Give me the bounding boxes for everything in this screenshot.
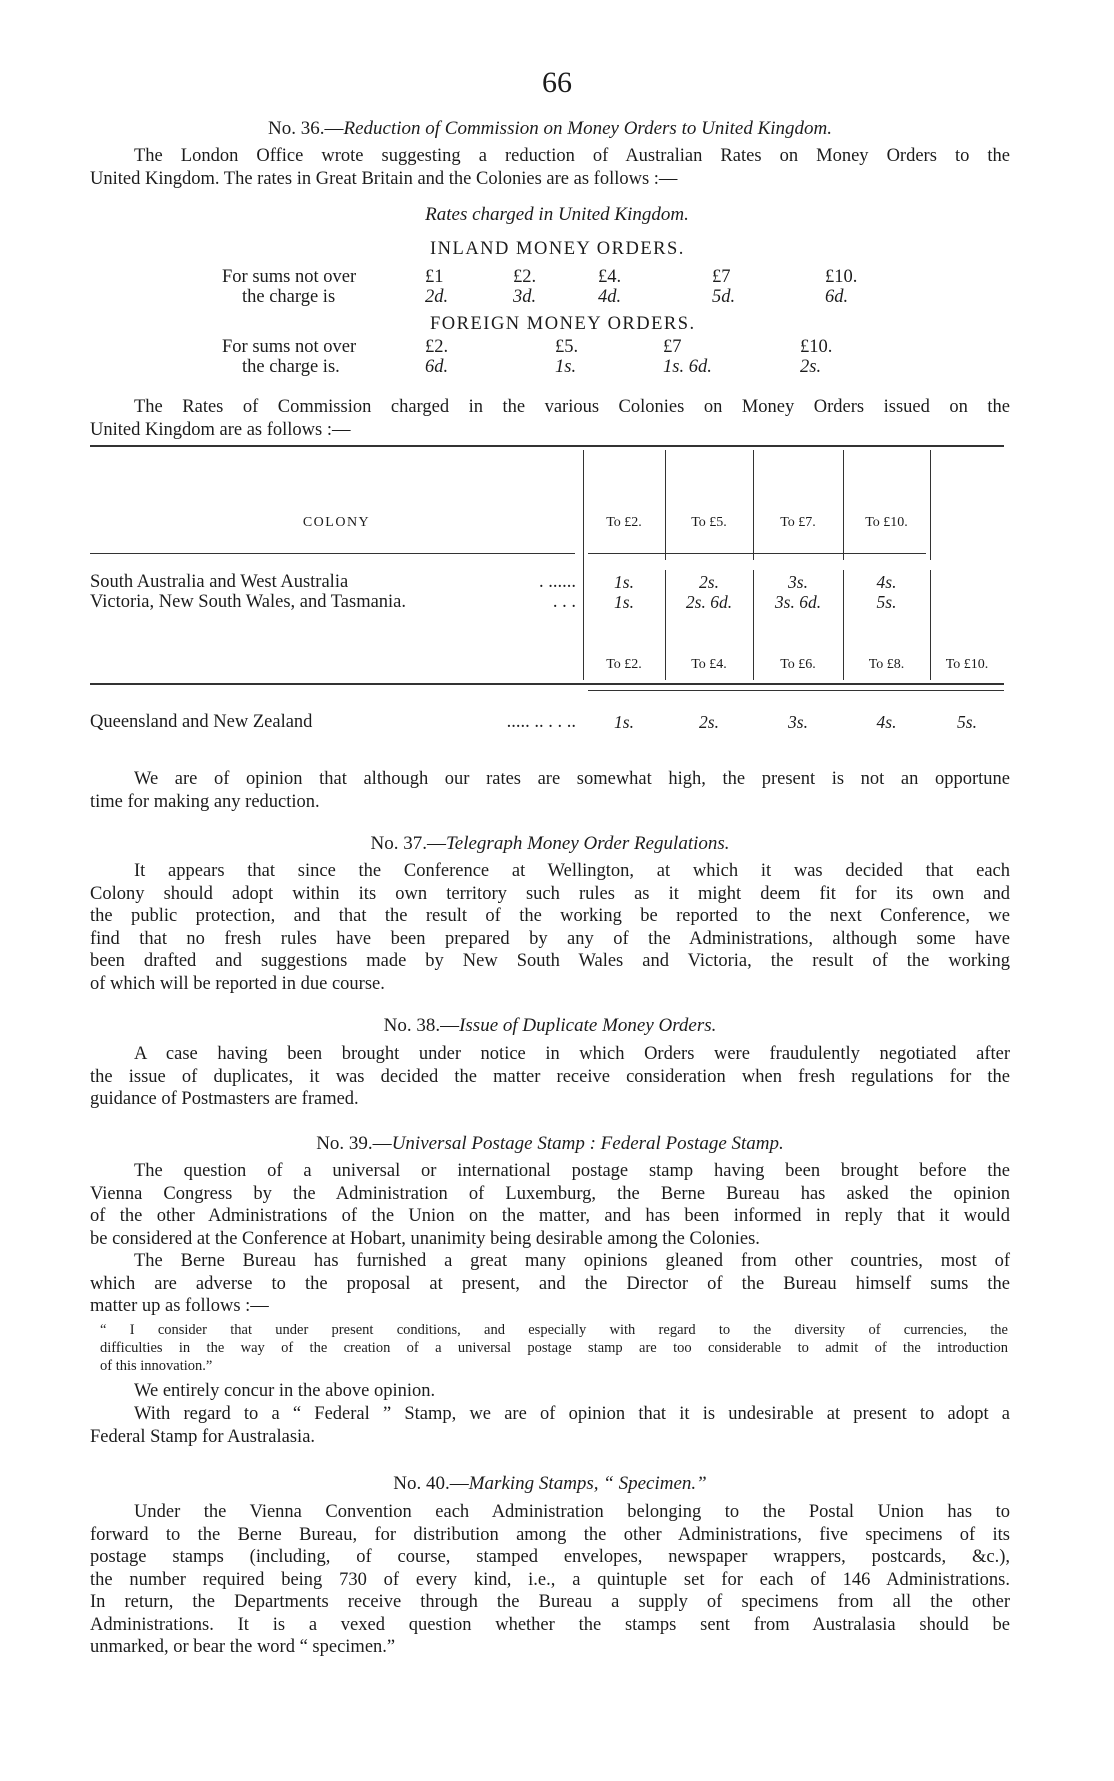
text-line: unmarked, or bear the word “ specimen.” (90, 1637, 396, 1657)
paragraph-40 (90, 1501, 1010, 1659)
table-rule (90, 553, 575, 554)
text-line: We are of opinion that although our rates are somewhat high, the present is not an opportune (134, 769, 1010, 789)
text-line: been drafted and suggestions made by New South Wales and Victoria, the result of the working (90, 951, 1010, 971)
table-rule (930, 450, 931, 560)
text-line: the issue of duplicates, it was decided the matter receive consideration when fresh regulations for the (90, 1066, 1010, 1087)
text-line: “ I consider that under present conditions, and especially with regard to the diversity of currencies, the (100, 1322, 1008, 1338)
text-line: matter up as follows :— (90, 1296, 269, 1316)
leader-dots: . . . (552, 592, 576, 612)
text-line: postage stamps (including, of course, stamped envelopes, newspaper wrappers, postcards, &c.), (90, 1547, 1010, 1567)
table-rule (843, 450, 844, 560)
text-line: The Rates of Commission charged in the various Colonies on Money Orders issued on the (134, 397, 1010, 417)
table-cell: 4s. (876, 712, 897, 732)
heading-title: Marking Stamps, “ Specimen.” (468, 1473, 707, 1494)
column-header: To £5. (691, 515, 727, 530)
table-cell: 1s. (614, 712, 634, 732)
foreign-charge: 1s. (555, 357, 577, 377)
text-line: In return, the Departments receive through the Bureau a supply of specimens from all the other (90, 1592, 1010, 1612)
inland-label-sums: For sums not over (222, 267, 357, 287)
paragraph-39-a (90, 1160, 1010, 1250)
foreign-charge: 1s. 6d. (663, 357, 712, 377)
colony-name: Queensland and New Zealand (90, 712, 313, 732)
heading-number: No. 36.— (268, 118, 344, 139)
table-cell: 2s. (699, 572, 719, 592)
table-rule (90, 683, 1004, 685)
column-header: To £10. (865, 515, 908, 530)
heading-number: No. 39.— (316, 1133, 392, 1154)
text-line: The London Office wrote suggesting a reduction of Australian Rates on Money Orders to the (134, 146, 1010, 166)
text-line: Vienna Congress by the Administration of Luxemburg, the Berne Bureau has asked the opinion (90, 1183, 1010, 1204)
column-header: To £2. (606, 657, 642, 672)
inland-title: INLAND MONEY ORDERS. (430, 239, 685, 259)
foreign-label-sums: For sums not over (222, 337, 357, 357)
table-cell: 1s. (614, 592, 634, 612)
heading-no-38 (90, 1015, 1010, 1037)
text-line: Colony should adopt within its own territory such rules as it might deem fit for its own and (90, 883, 1010, 904)
column-header: To £10. (945, 657, 989, 672)
heading-title: Telegraph Money Order Regulations. (445, 833, 730, 854)
paragraph-39-federal (90, 1403, 1010, 1448)
paragraph-37 (90, 860, 1010, 995)
table-cell: 3s. (788, 712, 808, 732)
column-header: To £6. (780, 657, 816, 672)
column-header: To £8. (868, 657, 905, 672)
text-line: of the other Administrations of the Union on the matter, and has been informed in reply that it would (90, 1206, 1010, 1226)
foreign-label-charge: the charge is. (242, 357, 340, 377)
table-cell: 5s. (957, 712, 977, 732)
text-line: be considered at the Conference at Hobart, unanimity being desirable among the Colonies. (90, 1228, 760, 1249)
table-rule (583, 450, 584, 680)
column-header: To £2. (606, 515, 642, 530)
heading-title: Universal Postage Stamp : Federal Postage Stamp. (391, 1133, 784, 1154)
inland-charge: 5d. (712, 287, 736, 307)
leader-dots: ..... .. . . .. (506, 712, 576, 732)
heading-no-37 (90, 833, 1010, 855)
text-line: United Kingdom are as follows :— (90, 419, 351, 440)
text-line: We entirely concur in the above opinion. (134, 1381, 436, 1401)
heading-title: Reduction of Commission on Money Orders to United Kingdom. (343, 118, 832, 139)
table-cell: 3s. (788, 572, 808, 592)
inland-charge: 3d. (513, 287, 537, 307)
text-line: forward to the Berne Bureau, for distribution among the other Administrations, five specimens of its (90, 1524, 1010, 1545)
text-line: time for making any reduction. (90, 791, 320, 812)
text-line: Under the Vienna Convention each Administration belonging to the Postal Union has to (134, 1502, 1010, 1522)
heading-title: Issue of Duplicate Money Orders. (459, 1015, 717, 1036)
text-line: With regard to a “ Federal ” Stamp, we are of opinion that it is undesirable at present to adopt a (134, 1404, 1010, 1424)
table-cell: 2s. (699, 712, 719, 732)
text-line: United Kingdom. The rates in Great Britain and the Colonies are as follows :— (90, 168, 678, 189)
paragraph-38 (90, 1043, 1010, 1111)
table-rule (665, 450, 666, 560)
foreign-title: FOREIGN MONEY ORDERS. (430, 314, 696, 334)
table-rule (588, 553, 926, 554)
heading-number: No. 37.— (370, 833, 446, 854)
text-line: It appears that since the Conference at Wellington, at which it was decided that each (134, 861, 1010, 881)
text-line: of this innovation.” (100, 1358, 213, 1374)
foreign-amount: £7 (663, 337, 682, 357)
inland-amount: £1 (425, 267, 444, 287)
text-line: difficulties in the way of the creation of a universal postage stamp are too considerable to admit of the introduction (100, 1340, 1008, 1356)
paragraph-36-colonies (90, 396, 1010, 441)
foreign-charge: 6d. (425, 357, 449, 377)
inland-amount: £7 (712, 267, 731, 287)
table-cell: 5s. (876, 592, 897, 612)
column-header: To £4. (691, 657, 727, 672)
rates-title: Rates charged in United Kingdom. (425, 204, 689, 225)
table-rule (753, 450, 754, 560)
text-line: The question of a universal or international postage stamp having been brought before the (134, 1161, 1010, 1181)
text-line: guidance of Postmasters are framed. (90, 1089, 359, 1109)
inland-charge: 4d. (598, 287, 622, 307)
quotation (100, 1321, 1008, 1375)
inland-charge: 6d. (825, 287, 849, 307)
inland-amount: £10. (825, 267, 858, 287)
inland-label-charge: the charge is (242, 287, 336, 307)
colony-name: South Australia and West Australia (90, 572, 349, 592)
text-line: of which will be reported in due course. (90, 973, 385, 994)
table-rule (90, 445, 1004, 447)
colony-header: COLONY (302, 515, 371, 530)
foreign-amount: £10. (800, 337, 833, 357)
text-line: The Berne Bureau has furnished a great many opinions gleaned from other countries, most of (134, 1251, 1010, 1271)
foreign-amount: £5. (555, 337, 579, 357)
inland-amount: £2. (513, 267, 537, 287)
paragraph-36-opinion (90, 768, 1010, 813)
paragraph-39-b (90, 1250, 1010, 1318)
heading-number: No. 38.— (383, 1015, 460, 1036)
page-number: 66 (542, 66, 572, 99)
inland-amount: £4. (598, 267, 622, 287)
text-line: the public protection, and that the result of the working be reported to the next Conference, we (90, 906, 1010, 926)
table-cell: 1s. (614, 572, 634, 592)
table-rule (588, 690, 1004, 691)
text-line: find that no fresh rules have been prepared by any of the Administrations, although some have (90, 928, 1010, 949)
table-cell: 2s. 6d. (685, 592, 733, 612)
table-cell: 4s. (876, 572, 897, 592)
table-cell: 3s. 6d. (774, 592, 822, 612)
inland-charge: 2d. (425, 287, 449, 307)
heading-no-36 (90, 118, 1010, 140)
foreign-amount: £2. (425, 337, 449, 357)
text-line: Federal Stamp for Australasia. (90, 1426, 316, 1447)
heading-no-39 (90, 1133, 1010, 1155)
colony-name: Victoria, New South Wales, and Tasmania. (90, 592, 407, 612)
text-line: Administrations. It is a vexed question whether the stamps sent from Australasia should be (90, 1614, 1010, 1635)
text-line: the number required being 730 of every kind, i.e., a quintuple set for each of 146 Administrations. (90, 1569, 1010, 1590)
heading-no-40 (90, 1473, 1010, 1495)
heading-number: No. 40.— (393, 1473, 469, 1494)
column-header: To £7. (780, 515, 816, 530)
text-line: which are adverse to the proposal at present, and the Director of the Bureau himself sums the (90, 1273, 1010, 1294)
text-line: A case having been brought under notice in which Orders were fraudulently negotiated after (134, 1044, 1010, 1064)
foreign-charge: 2s. (800, 357, 822, 377)
leader-dots: . ...... (539, 572, 576, 592)
paragraph-36-intro (90, 145, 1010, 190)
paragraph-39-concur (90, 1380, 1010, 1403)
